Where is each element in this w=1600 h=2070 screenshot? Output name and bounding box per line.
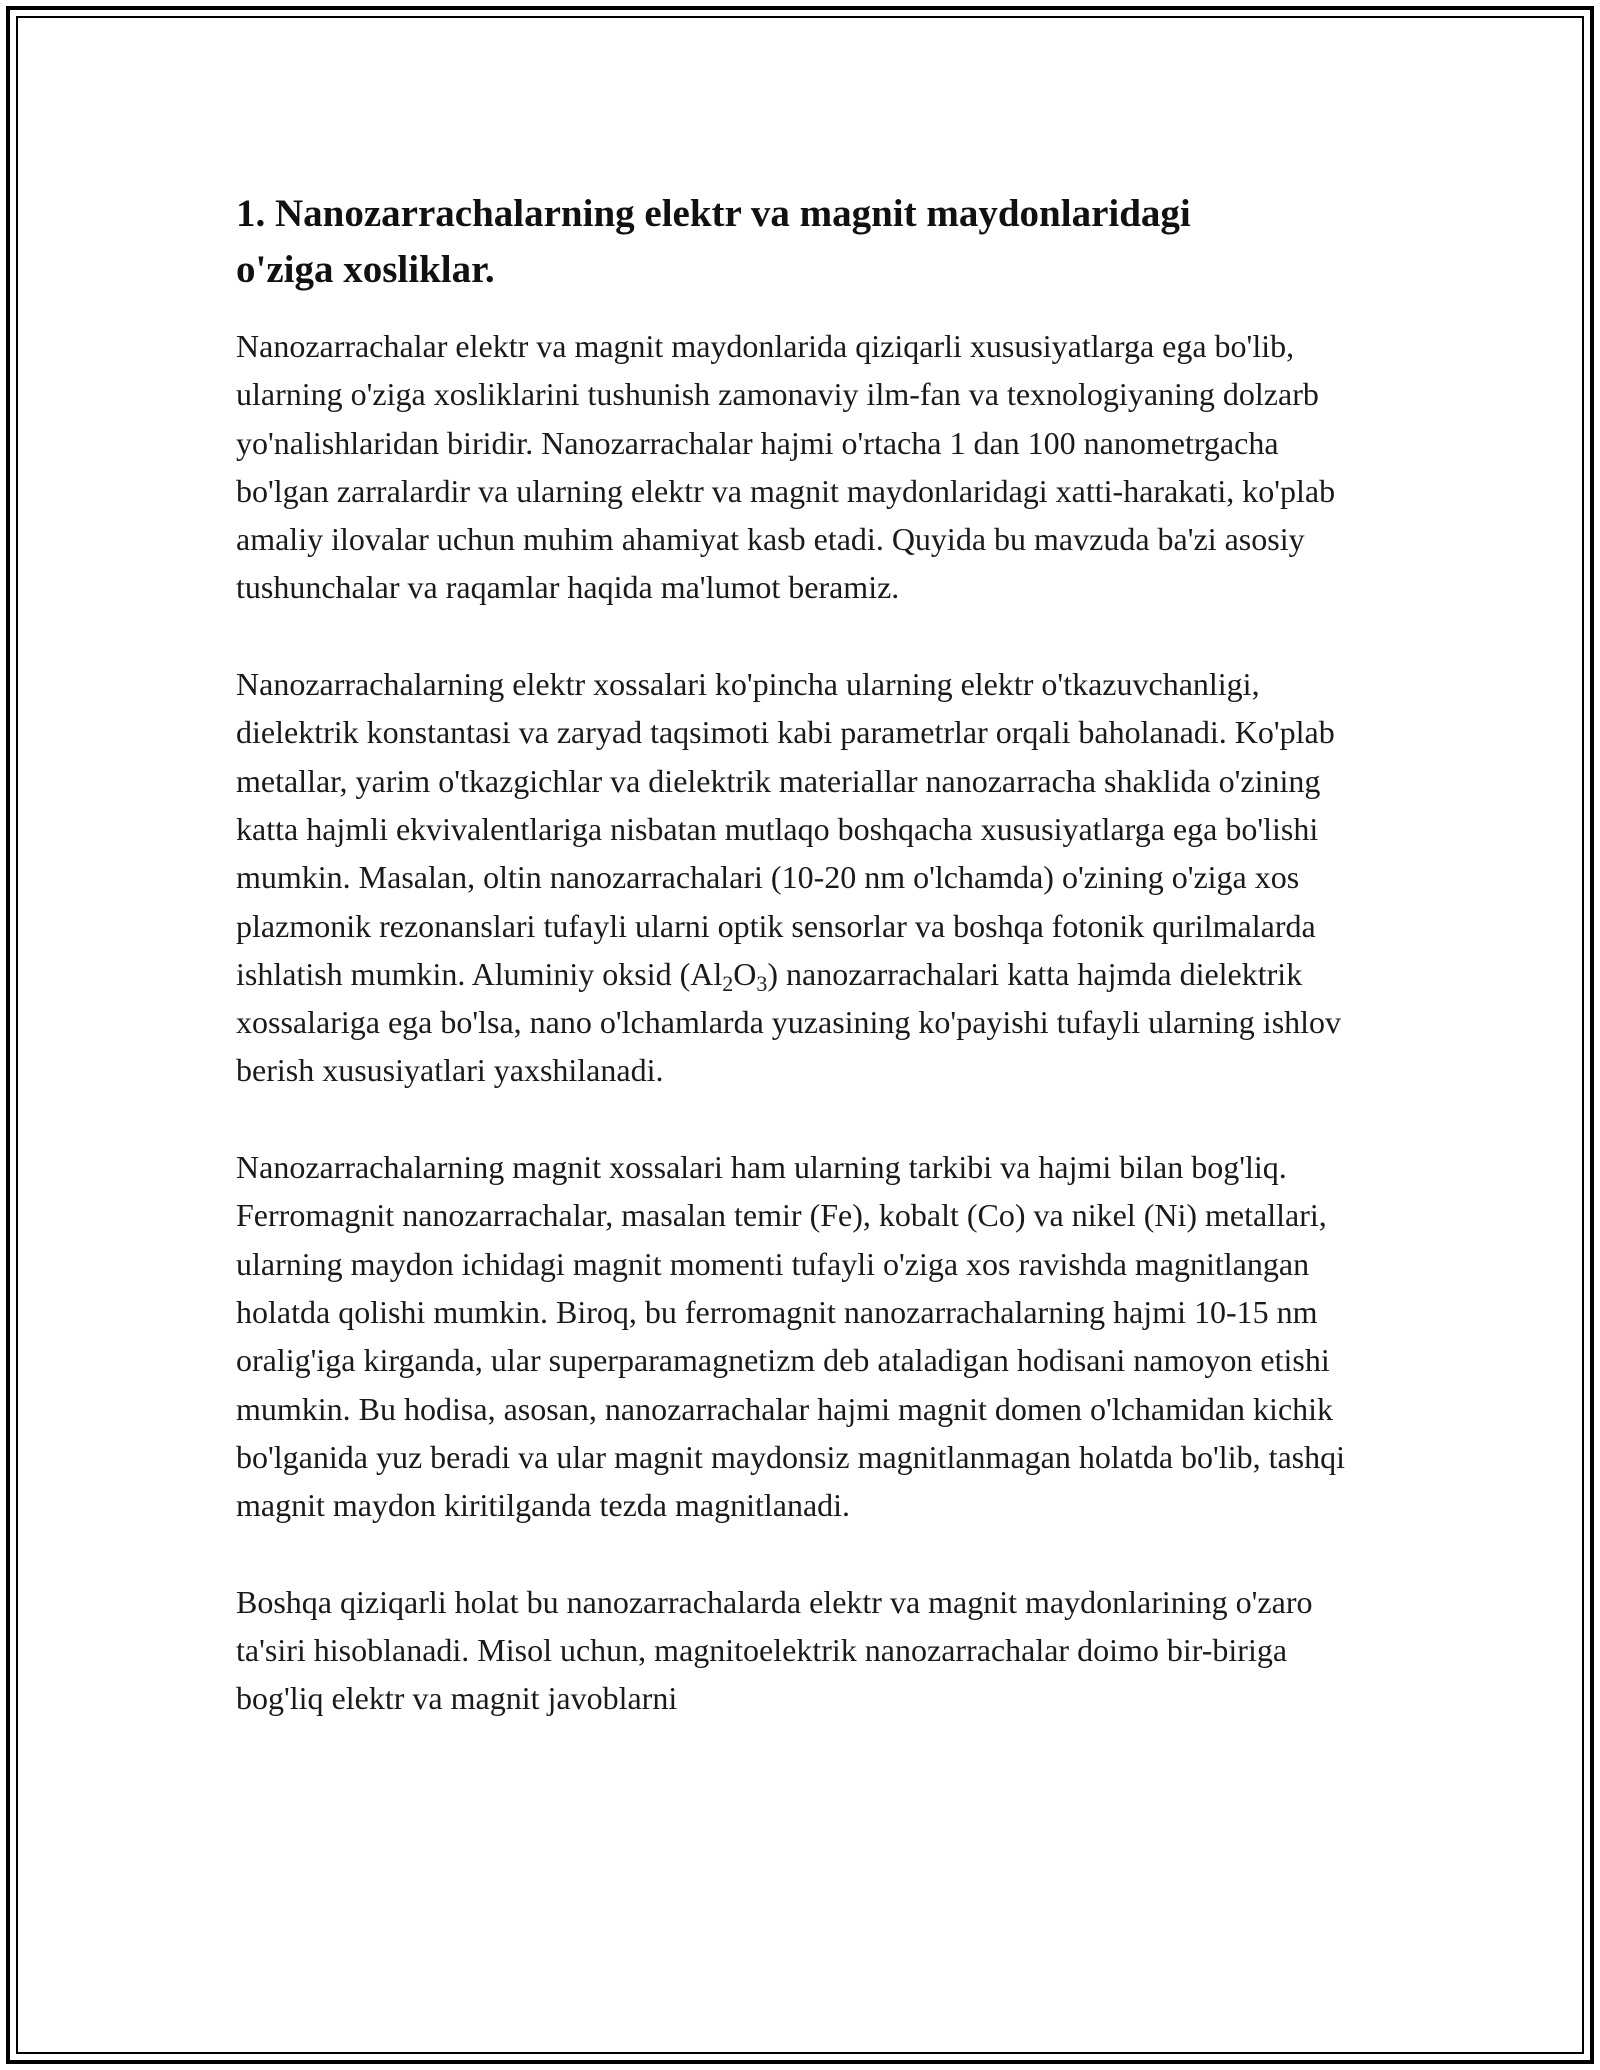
- subscript-2: 2: [722, 971, 734, 997]
- heading-line-2: o'ziga xosliklar.: [236, 248, 495, 291]
- section-heading: [236, 186, 1366, 298]
- paragraph-intro: Nanozarrachalar elektr va magnit maydonlarida qiziqarli xususiyatlarga ega bo'lib, ularning o'ziga xosliklarini tushunish zamonaviy ilm-fan va texnologiyaning dolzarb yo'nalishlaridan biridir. Nanozarrachalar hajmi o'rtacha 1 dan 100 nanometrgacha bo'lgan zarralardir va ularning elektr va magnit maydonlaridagi xatti-harakati, ko'plab amaliy ilovalar uchun muhim ahamiyat kasb etadi. Quyida bu mavzuda ba'zi asosiy tushunchalar va raqamlar haqida ma'lumot beramiz.: [236, 328, 1336, 606]
- paragraph-magnetic-properties: Nanozarrachalarning magnit xossalari ham ularning tarkibi va hajmi bilan bog'liq. Ferromagnit nanozarrachalar, masalan temir (Fe), kobalt (Co) va nikel (Ni) metallari, ularning maydon ichidagi magnit momenti tufayli o'ziga xos ravishda magnitlangan holatda qolishi mumkin. Biroq, bu ferromagnit nanozarrachalarning hajmi 10-15 nm oralig'iga kirganda, ular superparamagnetizm deb ataladigan hodisani namoyon etishi mumkin. Bu hodisa, asosan, nanozarrachalar hajmi magnit domen o'lchamidan kichik bo'lganida yuz beradi va ular magnit maydonsiz magnitlanmagan holatda bo'lib, tashqi magnit maydon kiritilganda tezda magnitlanadi.: [236, 1149, 1346, 1524]
- paragraph-electric-properties: [236, 660, 1366, 1095]
- paragraph-electric-text-b: O: [733, 955, 757, 992]
- paragraph-interaction: Boshqa qiziqarli holat bu nanozarrachalarda elektr va magnit maydonlarining o'zaro ta'siri hisoblanadi. Misol uchun, magnitoelektrik nanozarrachalar doimo bir-biriga bog'liq elektr va magnit javoblarni: [236, 1583, 1313, 1717]
- document-body: [236, 186, 1366, 1771]
- heading-line-1: 1. Nanozarrachalarning elektr va magnit maydonlaridagi: [236, 192, 1191, 235]
- subscript-3: 3: [756, 971, 768, 997]
- paragraph-electric-text-c: ) nanozarrachalari katta hajmda dielektrik xossalariga ega bo'lsa, nano o'lchamlarda yuzasining ko'payishi tufayli ularning ishlov berish xususiyatlari yaxshilanadi.: [236, 955, 1342, 1089]
- paragraph-electric-text-a: Nanozarrachalarning elektr xossalari ko'pincha ularning elektr o'tkazuvchanligi, dielektrik konstantasi va zaryad taqsimoti kabi parametrlar orqali baholanadi. Ko'plab metallar, yarim o'tkazgichlar va dielektrik materiallar nanozarracha shaklida o'zining katta hajmli ekvivalentlariga nisbatan mutlaqo boshqacha xususiyatlarga ega bo'lishi mumkin. Masalan, oltin nanozarrachalari (10-20 nm o'lchamda) o'zining o'ziga xos plazmonik rezonanslari tufayli ularni optik sensorlar va boshqa fotonik qurilmalarda ishlatish mumkin. Aluminiy oksid (Al: [236, 666, 1335, 992]
